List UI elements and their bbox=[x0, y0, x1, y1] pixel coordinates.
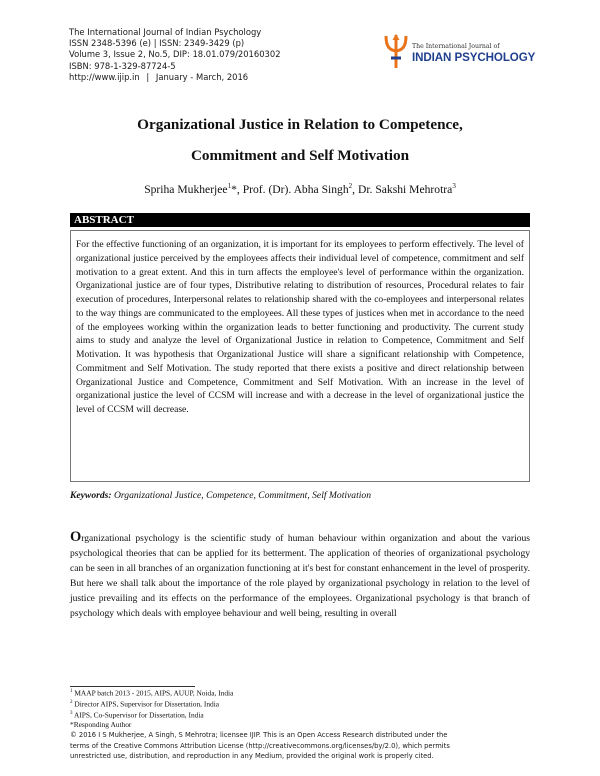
author-3: Dr. Sakshi Mehrotra bbox=[357, 182, 453, 196]
logo-big-text: INDIAN PSYCHOLOGY bbox=[412, 51, 536, 64]
journal-header bbox=[69, 27, 369, 83]
license-line-2: terms of the Creative Commons Attribution License (http://creativecommons.org/licenses/by/2.0), which permits bbox=[70, 741, 450, 750]
paper-title-line-2: Commitment and Self Motivation bbox=[190, 147, 410, 164]
footnotes bbox=[70, 687, 530, 730]
separator: | bbox=[146, 71, 150, 82]
journal-name: The International Journal of Indian Psychology bbox=[69, 27, 262, 37]
author-3-affil: 3 bbox=[452, 182, 456, 190]
volume-info: Volume 3, Issue 2, No.5, DIP: 18.01.079/20160302 bbox=[69, 49, 281, 60]
author-2-sep: , bbox=[352, 182, 356, 196]
author-2: Prof. (Dr). Abha Singh bbox=[242, 182, 349, 196]
website-date-line bbox=[69, 72, 369, 83]
abstract-text: For the effective functioning of an organization, it is important for its employees to perform effectively. The level of organizational justice perceived by the employees affects their individual level of competence, commitment and self motivation to a great extent. And this in turn affects the employee's level of performance within the organization. Organizational justice are of four types, Distributive relating to distribution of resources, Procedural relates to fair execution of procedures, Interpersonal relates to relationship shared with the co-employees and interpersonal relates to the way things are communicated to the employees. All these types of justices when met in accordance to the need of the employees working within the organization leads to better functioning and productivity. The current study aims to study and analyze the level of Organizational Justice in relation to Competence, Commitment and Self Motivation. It was hypothesis that Organizational Justice will share a significant relationship with Competence, Commitment and Self Motivation. The study reported that there exists a positive and direct relationship between Organizational Justice and Competence, Commitment and Self Motivation. With an increase in the level of organizational justice the level of CCSM will increase and with a decrease in the level of organizational justice the level of CCSM will decrease. bbox=[76, 239, 524, 415]
paper-title-line-1: Organizational Justice in Relation to Competence, bbox=[137, 116, 463, 133]
footnote-text: Director AIPS, Supervisor for Dissertation, India bbox=[74, 699, 220, 709]
intro-text: rganizational psychology is the scientific study of human behaviour within organization and about the various psychological theories that can be applied for its betterment. The application of theories of organizational psychology can be seen in all branches of an organization functioning at it's best for constant enhancement in the level of prosperity. But here we shall talk about the importance of the role played by organizational psychology in relation to the level of justice prevailing and its effects on the performance of the employees. Organizational psychology is that branch of psychology which deals with employee behaviour and well being, resulting in overall bbox=[70, 533, 530, 620]
footnote bbox=[70, 698, 530, 709]
license-line-3: unrestricted use, distribution, and reproduction in any Medium, provided the original work is properly cited. bbox=[70, 752, 434, 761]
issn: ISSN 2348-5396 (e) | ISSN: 2349-3429 (p) bbox=[69, 38, 245, 49]
issue-date: January - March, 2016 bbox=[155, 71, 249, 82]
author-1-affil: 1 bbox=[227, 182, 232, 190]
keywords-text: Organizational Justice, Competence, Commitment, Self Motivation bbox=[113, 490, 372, 501]
footnote bbox=[70, 709, 530, 720]
abstract-heading: ABSTRACT bbox=[74, 214, 134, 226]
abstract-heading-bar bbox=[70, 213, 530, 227]
trident-icon bbox=[383, 34, 409, 70]
footnote bbox=[70, 687, 530, 698]
author-1-mark: *, bbox=[231, 182, 240, 196]
abstract-box bbox=[70, 230, 530, 482]
author-1: Spriha Mukherjee bbox=[144, 182, 228, 196]
author-2-affil: 2 bbox=[348, 182, 353, 190]
footnote-text: MAAP batch 2013 - 2015, AIPS, AUUP, Noida, India bbox=[74, 688, 234, 698]
website-link[interactable]: http://www.ijip.in bbox=[69, 71, 140, 82]
footnote-number: 3 bbox=[70, 711, 73, 717]
journal-logo bbox=[383, 34, 536, 74]
responding-author: *Responding Author bbox=[70, 720, 132, 730]
isbn: ISBN: 978-1-329-87724-5 bbox=[69, 60, 176, 71]
footnote-text: AIPS, Co-Supervisor for Dissertation, India bbox=[73, 710, 204, 720]
license-line-1: © 2016 I S Mukherjee, A Singh, S Mehrotra; licensee IJIP. This is an Open Access Research distributed under the bbox=[70, 731, 448, 739]
keywords-label: Keywords: bbox=[70, 490, 112, 501]
drop-cap: O bbox=[70, 529, 82, 545]
license-notice bbox=[70, 730, 530, 762]
logo-small-text: The International Journal of bbox=[412, 43, 500, 50]
footnote-number: 1 bbox=[70, 689, 73, 694]
intro-paragraph bbox=[70, 530, 530, 622]
footnote-number: 2 bbox=[70, 700, 73, 706]
author-list bbox=[70, 182, 530, 196]
keywords bbox=[70, 490, 530, 501]
